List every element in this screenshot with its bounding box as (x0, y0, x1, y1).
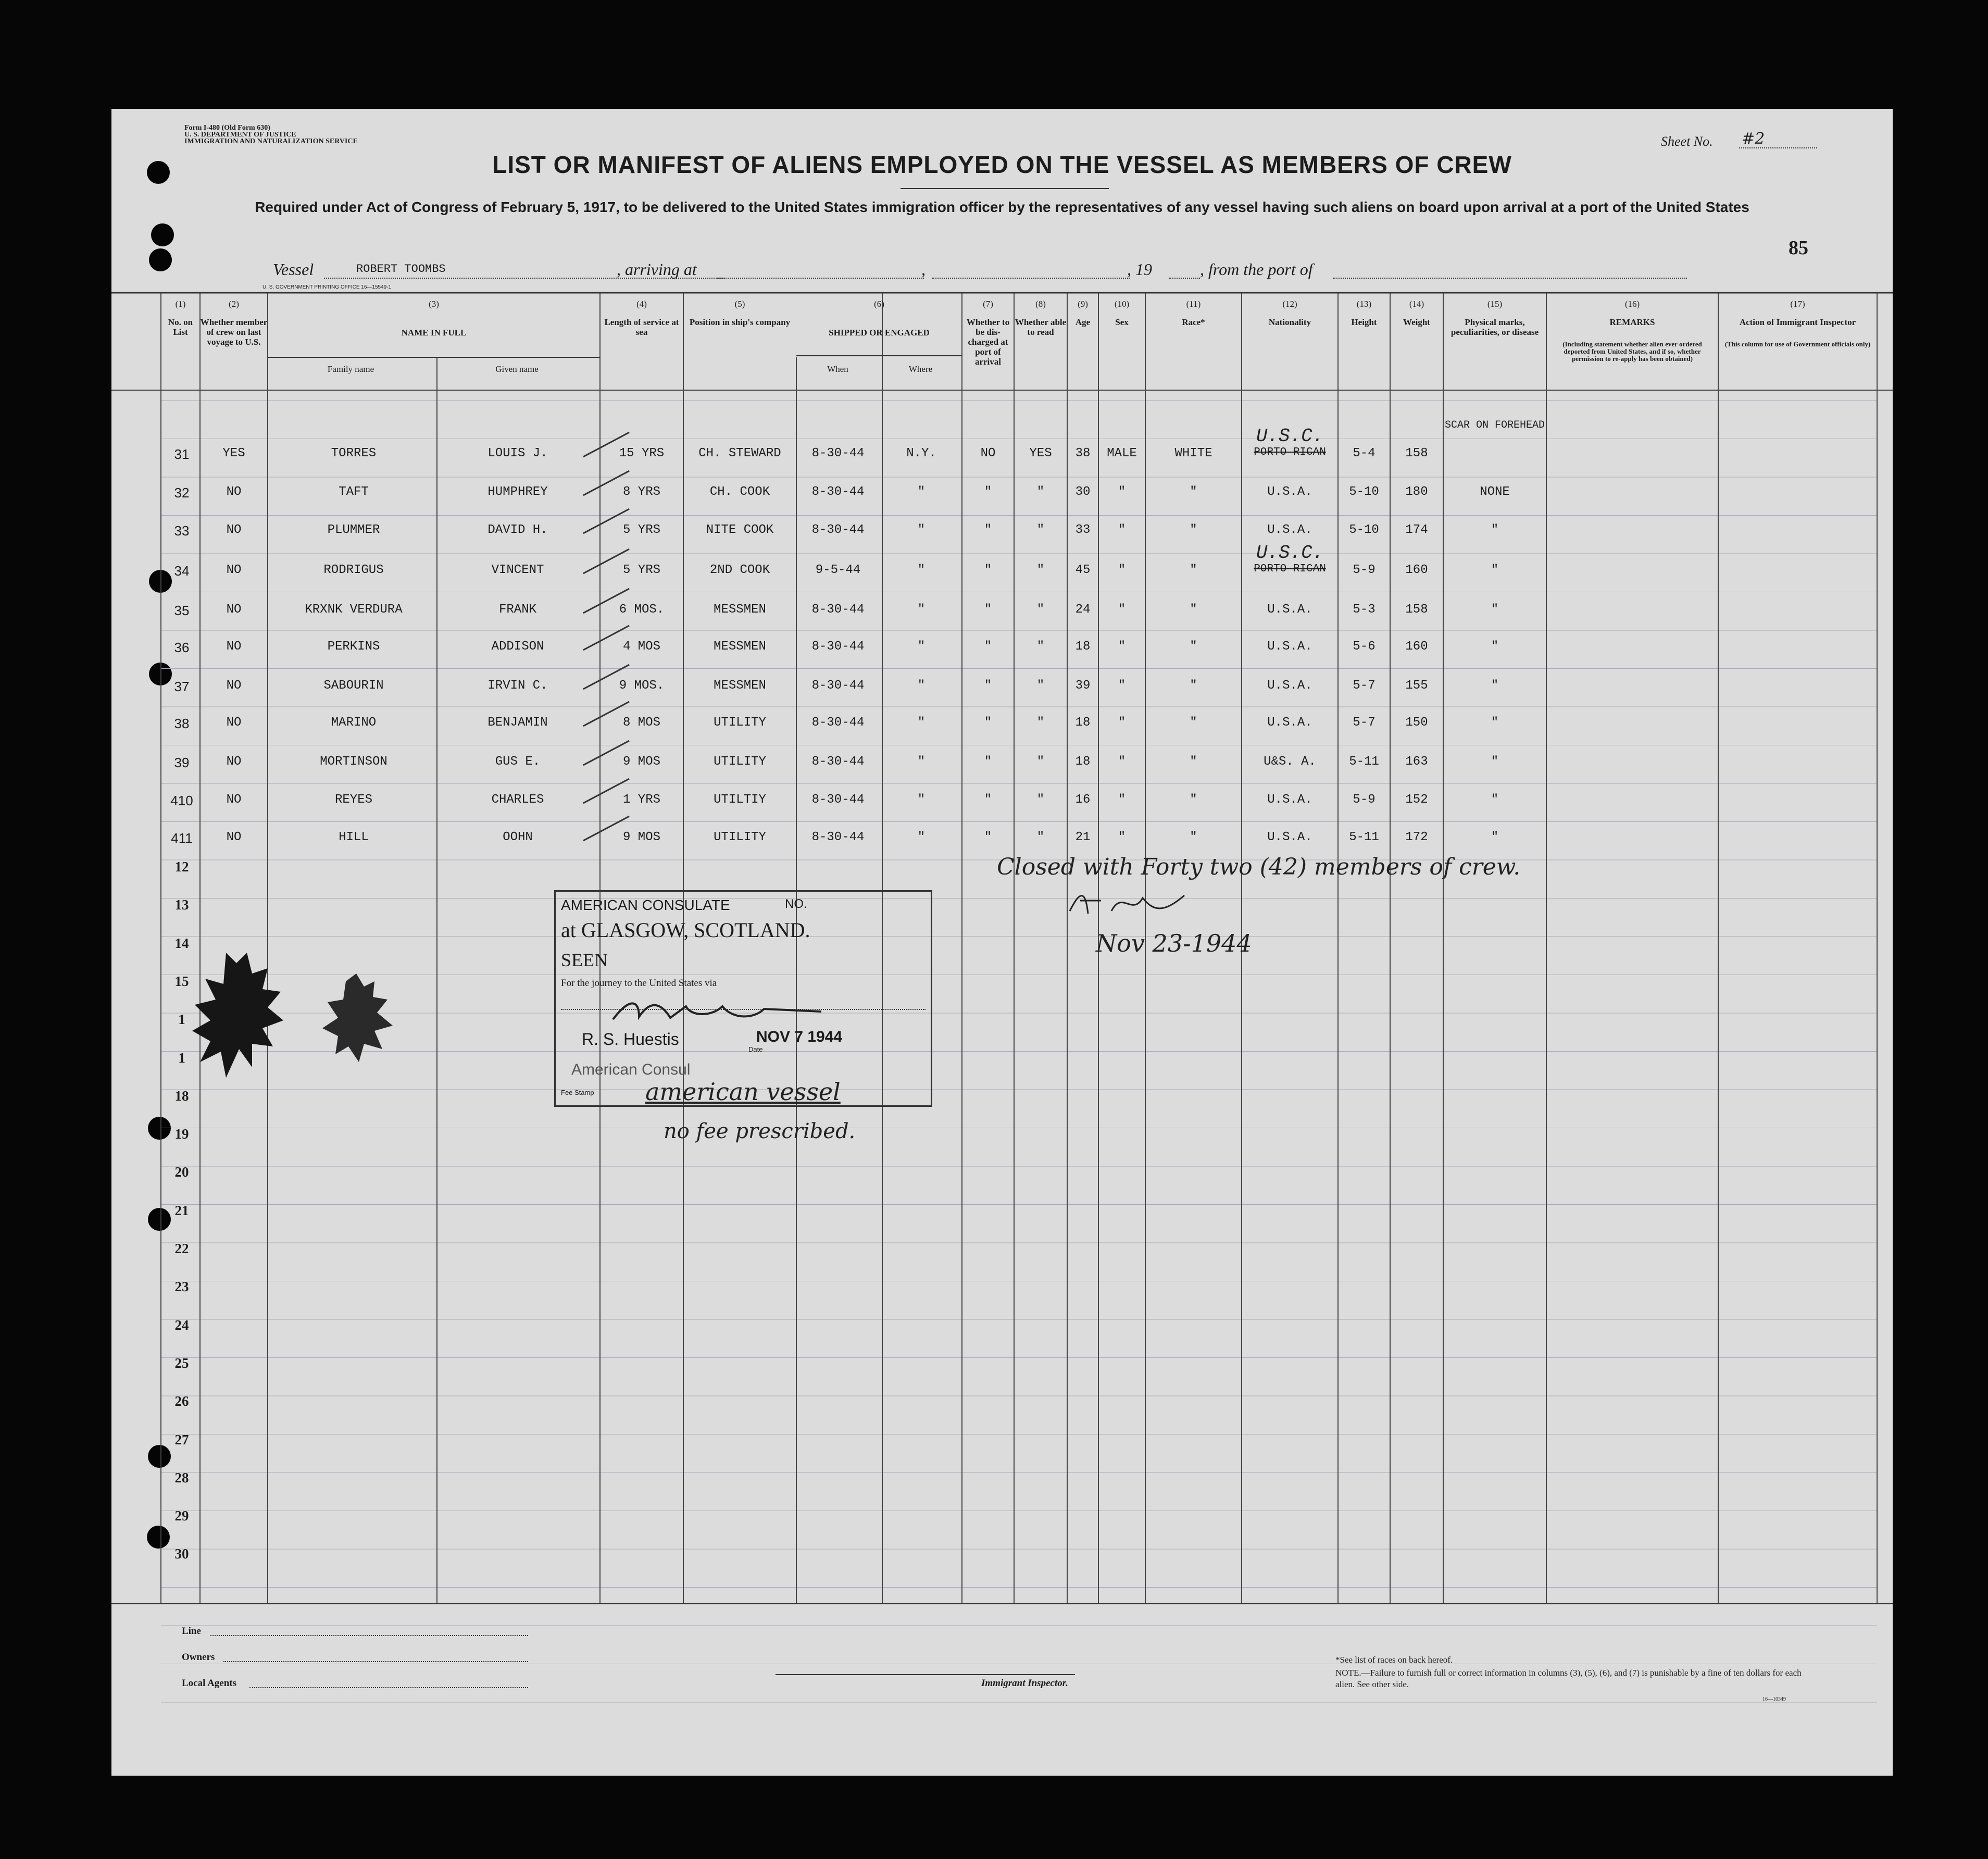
service: IMMIGRATION AND NATURALIZATION SERVICE (184, 138, 358, 145)
cell-position: NITE COOK (706, 523, 774, 537)
cell-nationality: U.S.A. (1267, 679, 1312, 693)
cell-age: 38 (1075, 446, 1091, 460)
cell-nationality: U&S. A. (1264, 755, 1316, 769)
cell-race: " (1190, 523, 1197, 537)
cell-no: 39 (174, 755, 190, 770)
cell-no: 38 (174, 716, 190, 731)
cell-height: 5-9 (1353, 563, 1376, 577)
page-subtitle: Required under Act of Congress of February 5, 1917, to be delivered to the United States immigration officer by the representatives of any vessel having such aliens on board upon arrival at a port of the United States (255, 199, 1749, 215)
cell-nationality: U.S.A. (1267, 716, 1312, 730)
cell-position: MESSMEN (714, 640, 766, 654)
cell-read: " (1036, 716, 1045, 730)
column-header: Race* (1182, 317, 1205, 327)
penalty-note: NOTE.—Failure to furnish full or correct information in columns (3), (5), (6), and (7) is punishable by a fine of ten dollars for each alien. See other side. (1335, 1668, 1802, 1689)
cell-marks: " (1491, 603, 1499, 617)
cell-no: 410 (170, 793, 193, 808)
stamp-seen: SEEN (561, 950, 608, 970)
printing-office: U. S. GOVERNMENT PRINTING OFFICE 16—15549-1 (262, 284, 392, 290)
arriving-label: , arriving at (617, 260, 697, 279)
consulate-stamp (554, 890, 932, 1107)
cell-read: " (1036, 793, 1045, 807)
footer-line-label: Line (182, 1626, 201, 1637)
column-header: Whether member of crew on last voyage to U.S. (200, 317, 268, 347)
vessel-note: american vessel (645, 1078, 841, 1106)
cell-marks: " (1491, 563, 1499, 577)
cell-nationality: U.S.A. (1267, 640, 1312, 654)
cell-service: 9 MOS. (619, 679, 665, 693)
cell-race: " (1190, 640, 1197, 654)
cell-sex: " (1118, 793, 1126, 807)
column-subheader: Given name (495, 364, 539, 374)
consul-signature (608, 996, 827, 1027)
footer-agents-field (249, 1687, 528, 1688)
cell-family: MORTINSON (320, 755, 387, 769)
cell-when: 8-30-44 (811, 485, 865, 499)
cell-family: MARINO (331, 716, 377, 730)
footer-agents-label: Local Agents (182, 1678, 237, 1689)
column-header: REMARKS (1609, 317, 1655, 327)
cell-where: " (917, 523, 926, 537)
cell-service: 9 MOS (622, 755, 660, 769)
vessel-label: Vessel (273, 260, 314, 279)
cell-read: " (1036, 485, 1045, 499)
cell-weight: 158 (1405, 446, 1428, 460)
cell-read: " (1036, 563, 1045, 577)
cell-marks: " (1491, 640, 1499, 654)
cell-last-voyage: YES (222, 446, 245, 460)
row-number: 22 (174, 1241, 189, 1256)
form-number: Form I-480 (Old Form 630) (184, 124, 270, 132)
stamp-consulate: AMERICAN CONSULATE (561, 897, 730, 913)
cell-given: DAVID H. (487, 523, 548, 537)
cell-when: 8-30-44 (811, 755, 865, 769)
cell-weight: 160 (1405, 563, 1428, 577)
cell-family: TAFT (339, 485, 369, 499)
row-number: 1 (178, 1050, 185, 1066)
cell-nationality: PORTO RICAN (1254, 446, 1326, 458)
cell-service: 4 MOS (622, 640, 660, 654)
cell-weight: 160 (1405, 640, 1428, 654)
row-number: 29 (174, 1508, 189, 1524)
cell-height: 5-3 (1353, 603, 1376, 617)
column-header: Length of service at sea (604, 317, 679, 337)
cell-nationality: PORTO RICAN (1254, 563, 1326, 575)
cell-age: 16 (1075, 793, 1091, 807)
column-number: (3) (429, 299, 439, 309)
cell-where: " (917, 793, 926, 807)
cell-nationality: U.S.A. (1267, 830, 1312, 844)
fee-note: no fee prescribed. (664, 1119, 856, 1143)
cell-age: 24 (1075, 603, 1091, 617)
row-number: 13 (174, 897, 189, 913)
cell-read: " (1036, 523, 1045, 537)
cell-no: 37 (174, 679, 190, 694)
column-number: (15) (1487, 299, 1503, 309)
cell-last-voyage: NO (226, 830, 242, 844)
column-header: NAME IN FULL (401, 328, 467, 338)
cell-position: UTILTIY (714, 793, 766, 807)
cell-age: 30 (1075, 485, 1091, 499)
cell-sex: " (1118, 679, 1126, 693)
row-number: 1 (178, 1012, 185, 1028)
cell-height: 5-9 (1353, 793, 1376, 807)
stamp-date-label: Date (748, 1045, 763, 1053)
cell-race: WHITE (1174, 446, 1212, 460)
closing-note: Closed with Forty two (42) members of crew. (997, 854, 1521, 880)
cell-given: FRANK (498, 603, 536, 617)
cell-where: " (917, 640, 926, 654)
cell-given: CHARLES (491, 793, 544, 807)
column-subheader: When (827, 364, 848, 374)
cell-discharged: NO (980, 446, 996, 460)
cell-discharged: " (984, 485, 992, 499)
cell-position: CH. COOK (709, 485, 770, 499)
cell-height: 5-10 (1349, 485, 1379, 499)
column-header: SHIPPED OR ENGAGED (829, 328, 930, 338)
cell-last-voyage: NO (226, 523, 242, 537)
cell-where: " (917, 716, 926, 730)
cell-service: 8 YRS (622, 485, 660, 499)
cell-when: 8-30-44 (811, 640, 865, 654)
cell-sex: " (1118, 755, 1126, 769)
manifest-sheet (111, 109, 1893, 1776)
cell-service: 5 YRS (622, 523, 660, 537)
cell-last-voyage: NO (226, 793, 242, 807)
cell-sex: " (1118, 640, 1126, 654)
form-code: 16—10349 (1762, 1696, 1786, 1702)
cell-service: 15 YRS (619, 446, 665, 460)
cell-weight: 150 (1405, 716, 1428, 730)
cell-height: 5-4 (1353, 446, 1376, 460)
cell-height: 5-11 (1349, 830, 1379, 844)
cell-race: " (1190, 793, 1197, 807)
cell-family: PLUMMER (327, 523, 380, 537)
cell-marks: " (1491, 755, 1499, 769)
row-number: 24 (174, 1317, 189, 1333)
column-number: (10) (1114, 299, 1130, 309)
cell-nationality: U.S.A. (1267, 793, 1312, 807)
column-number: (9) (1078, 299, 1088, 309)
row-number: 15 (174, 973, 189, 989)
footer-owners-label: Owners (182, 1652, 215, 1663)
cell-last-voyage: NO (226, 755, 242, 769)
cell-where: " (917, 563, 926, 577)
nationality-correction: U.S.C. (1256, 542, 1324, 564)
cell-last-voyage: NO (226, 603, 242, 617)
cell-discharged: " (984, 755, 992, 769)
cell-nationality: U.S.A. (1267, 523, 1312, 537)
cell-read: " (1036, 679, 1045, 693)
cell-no: 411 (171, 830, 193, 846)
cell-marks: NONE (1480, 485, 1510, 499)
cell-when: 8-30-44 (811, 523, 865, 537)
cell-marks: " (1491, 679, 1499, 693)
cell-race: " (1190, 603, 1197, 617)
cell-family: PERKINS (327, 640, 380, 654)
cell-race: " (1190, 755, 1197, 769)
consul-name: R. S. Huestis (582, 1030, 679, 1049)
cell-family: RODRIGUS (323, 563, 384, 577)
cell-given: OOHN (503, 830, 533, 844)
column-number: (6) (874, 299, 884, 309)
column-number: (7) (983, 299, 993, 309)
cell-service: 5 YRS (622, 563, 660, 577)
vessel-name: ROBERT TOOMBS (356, 263, 446, 276)
cell-marks: " (1491, 716, 1499, 730)
page-title: LIST OR MANIFEST OF ALIENS EMPLOYED ON THE VESSEL AS MEMBERS OF CREW (492, 151, 1512, 178)
cell-service: 9 MOS (622, 830, 660, 844)
sheet-number-value: #2 (1742, 130, 1765, 148)
cell-weight: 152 (1405, 793, 1428, 807)
column-header: Age (1075, 317, 1091, 327)
cell-race: " (1190, 563, 1197, 577)
cell-height: 5-10 (1349, 523, 1379, 537)
column-header: Sex (1115, 317, 1129, 327)
cell-last-voyage: NO (226, 563, 242, 577)
cell-sex: " (1118, 603, 1126, 617)
column-header: Whether able to read (1015, 317, 1067, 337)
column-subheader: Family name (327, 364, 374, 374)
cell-given: VINCENT (491, 563, 544, 577)
column-header: No. on List (168, 317, 193, 337)
arriving-sep: , (921, 260, 926, 279)
cell-no: 32 (174, 485, 190, 501)
cell-discharged: " (984, 603, 992, 617)
cell-read: YES (1029, 446, 1052, 460)
cell-sex: " (1118, 563, 1126, 577)
cell-position: CH. STEWARD (698, 446, 781, 460)
row-number: 14 (174, 935, 189, 951)
cell-race: " (1190, 716, 1197, 730)
stamp-location: at GLASGOW, SCOTLAND. (561, 918, 810, 942)
column-subheader: Where (908, 364, 933, 374)
row-number: 26 (174, 1393, 189, 1409)
cell-position: 2ND COOK (709, 563, 770, 577)
cell-read: " (1036, 830, 1045, 844)
cell-weight: 174 (1405, 523, 1428, 537)
row-number: 12 (174, 859, 189, 875)
from-port-label: , from the port of (1200, 260, 1313, 279)
column-number: (13) (1356, 299, 1372, 309)
cell-height: 5-6 (1353, 640, 1376, 654)
cell-age: 18 (1075, 755, 1091, 769)
cell-given: BENJAMIN (487, 716, 548, 730)
cell-read: " (1036, 603, 1045, 617)
cell-family: REYES (334, 793, 372, 807)
department: U. S. DEPARTMENT OF JUSTICE (184, 131, 296, 139)
row-number: 27 (174, 1431, 189, 1448)
column-number: (8) (1035, 299, 1046, 309)
cell-where: " (917, 679, 926, 693)
cell-family: KRXNK VERDURA (305, 603, 403, 617)
cell-position: UTILITY (714, 716, 766, 730)
footer-line-field (210, 1635, 528, 1636)
cell-family: SABOURIN (323, 679, 384, 693)
cell-family: TORRES (331, 446, 377, 460)
cell-service: 6 MOS. (619, 603, 665, 617)
cell-sex: " (1118, 830, 1126, 844)
cell-given: IRVIN C. (487, 679, 548, 693)
cell-weight: 158 (1405, 603, 1428, 617)
cell-read: " (1036, 755, 1045, 769)
cell-no: 36 (174, 640, 190, 655)
page-number: 85 (1789, 237, 1808, 259)
cell-discharged: " (984, 793, 992, 807)
row-number: 19 (174, 1126, 189, 1142)
cell-height: 5-11 (1349, 755, 1379, 769)
nationality-correction: U.S.C. (1256, 426, 1324, 447)
column-header: Weight (1403, 317, 1430, 327)
column-header: Whether to be dis-charged at port of arrival (966, 317, 1010, 367)
cell-discharged: " (984, 563, 992, 577)
column-number: (17) (1790, 299, 1805, 309)
column-header: Nationality (1268, 317, 1311, 327)
stamp-journey: For the journey to the United States via (561, 978, 717, 989)
column-header: Height (1351, 317, 1377, 327)
column-number: (11) (1186, 299, 1201, 309)
cell-read: " (1036, 640, 1045, 654)
cell-position: UTILITY (714, 755, 766, 769)
cell-when: 9-5-44 (815, 563, 861, 577)
cell-when: 8-30-44 (811, 830, 865, 844)
cell-marks: " (1491, 793, 1499, 807)
column-header: Action of Immigrant Inspector (1739, 317, 1856, 327)
year-label: , 19 (1127, 260, 1152, 279)
row-number: 23 (174, 1279, 189, 1295)
cell-height: 5-7 (1353, 679, 1376, 693)
cell-weight: 155 (1405, 679, 1428, 693)
row-number: 20 (174, 1164, 189, 1180)
cell-age: 18 (1075, 716, 1091, 730)
row-number: 18 (174, 1088, 189, 1104)
row-number: 25 (174, 1355, 189, 1371)
column-number: (4) (636, 299, 647, 309)
cell-when: 8-30-44 (811, 716, 865, 730)
cell-age: 18 (1075, 640, 1091, 654)
cell-last-voyage: NO (226, 640, 242, 654)
cell-given: ADDISON (491, 640, 544, 654)
cell-given: LOUIS J. (487, 446, 548, 460)
fee-stamp-label: Fee Stamp (561, 1089, 594, 1096)
cell-race: " (1190, 679, 1197, 693)
cell-service: 1 YRS (622, 793, 660, 807)
column-header: Position in ship's company (689, 317, 791, 327)
cell-last-voyage: NO (226, 716, 242, 730)
row-number: 30 (174, 1546, 189, 1562)
cell-discharged: " (984, 679, 992, 693)
column-header: Physical marks, peculiarities, or disease (1451, 317, 1539, 337)
cell-no: 31 (174, 446, 190, 462)
cell-sex: " (1118, 716, 1126, 730)
cell-discharged: " (984, 523, 992, 537)
cell-nationality: U.S.A. (1267, 603, 1312, 617)
cell-sex: MALE (1107, 446, 1137, 460)
column-note: (Including statement whether alien ever ordered deported from United States, and if so, whether permission to re-apply has been obtained) (1562, 340, 1702, 363)
sheet-number-label: Sheet No. (1661, 134, 1713, 149)
row-number: 21 (174, 1202, 189, 1218)
cell-weight: 172 (1405, 830, 1428, 844)
column-number: (16) (1624, 299, 1640, 309)
cell-where: " (917, 603, 926, 617)
cell-nationality: U.S.A. (1267, 485, 1312, 499)
cell-last-voyage: NO (226, 485, 242, 499)
column-number: (12) (1282, 299, 1297, 309)
footer-owners-field (223, 1661, 528, 1662)
stamp-no-label: NO. (785, 897, 807, 911)
cell-sex: " (1118, 523, 1126, 537)
cell-when: 8-30-44 (811, 603, 865, 617)
cell-weight: 180 (1405, 485, 1428, 499)
cell-service: 8 MOS (622, 716, 660, 730)
cell-position: MESSMEN (714, 603, 766, 617)
consul-title: American Consul (571, 1061, 691, 1078)
cell-sex: " (1118, 485, 1126, 499)
row-number: 28 (174, 1469, 189, 1486)
cell-given: GUS E. (495, 755, 541, 769)
cell-discharged: " (984, 716, 992, 730)
cell-no: 35 (174, 603, 190, 618)
column-number: (14) (1409, 299, 1424, 309)
stamp-date: NOV 7 1944 (756, 1028, 843, 1045)
column-number: (5) (734, 299, 745, 309)
cell-age: 21 (1075, 830, 1091, 844)
seal-impression (190, 942, 408, 1104)
cell-marks: " (1491, 523, 1499, 537)
inspector-signature-line (776, 1674, 1075, 1675)
cell-when: 8-30-44 (811, 679, 865, 693)
cell-when: 8-30-44 (811, 793, 865, 807)
cell-where: " (917, 830, 926, 844)
cell-given: HUMPHREY (487, 485, 548, 499)
cell-age: 33 (1075, 523, 1091, 537)
cell-where: " (917, 485, 926, 499)
column-note: (This column for use of Government officials only) (1724, 340, 1871, 348)
cell-height: 5-7 (1353, 716, 1376, 730)
cell-marks: SCAR ON FOREHEAD (1444, 419, 1545, 431)
cell-race: " (1190, 485, 1197, 499)
cell-position: UTILITY (714, 830, 766, 844)
cell-no: 34 (174, 563, 190, 579)
closing-date: Nov 23-1944 (1096, 929, 1252, 957)
inspector-signature (1065, 885, 1190, 921)
cell-no: 33 (174, 523, 190, 539)
cell-family: HILL (339, 830, 369, 844)
cell-age: 39 (1075, 679, 1091, 693)
cell-marks: " (1491, 830, 1499, 844)
cell-discharged: " (984, 830, 992, 844)
cell-weight: 163 (1405, 755, 1428, 769)
column-number: (1) (175, 299, 186, 309)
cell-when: 8-30-44 (811, 446, 865, 460)
race-note: *See list of races on back hereof. (1335, 1655, 1453, 1665)
cell-discharged: " (984, 640, 992, 654)
column-number: (2) (229, 299, 239, 309)
inspector-label: Immigrant Inspector. (981, 1678, 1068, 1689)
cell-position: MESSMEN (714, 679, 766, 693)
cell-where: " (917, 755, 926, 769)
cell-race: " (1190, 830, 1197, 844)
cell-where: N.Y. (906, 446, 936, 460)
cell-last-voyage: NO (226, 679, 242, 693)
cell-age: 45 (1075, 563, 1091, 577)
